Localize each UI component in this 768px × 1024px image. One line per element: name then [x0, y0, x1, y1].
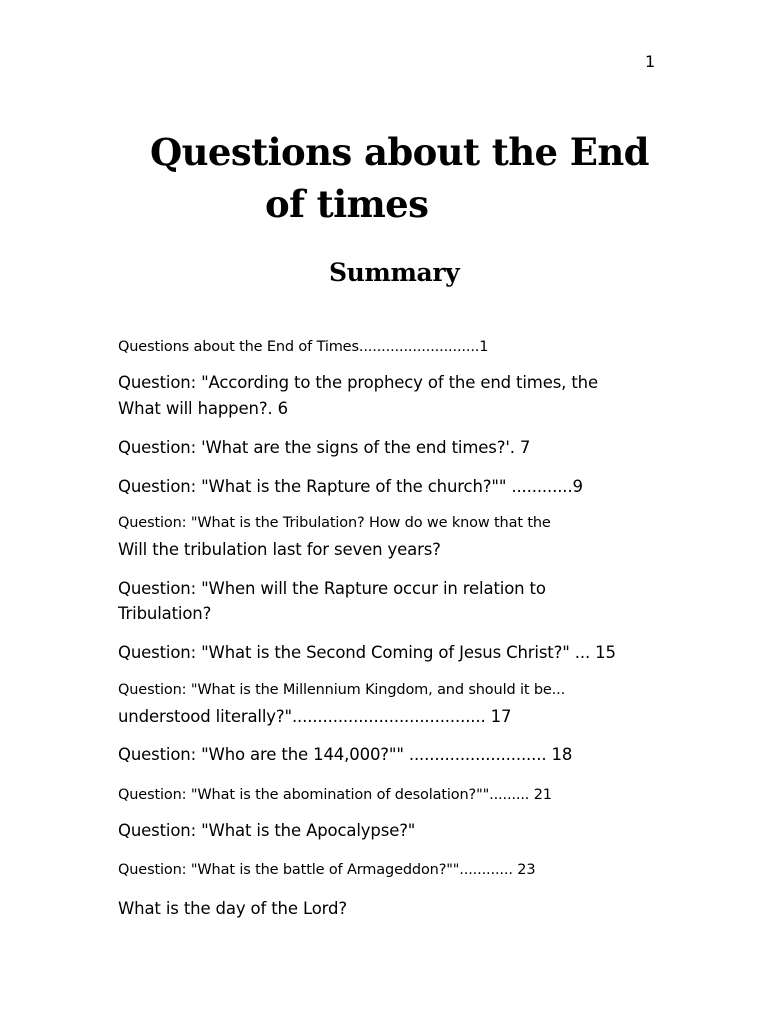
toc-entry-tribulation-line-1: Question: "What is the Tribulation? How do we know that the: [118, 515, 551, 531]
document-title-line-1: Questions about the End: [150, 130, 649, 174]
toc-entry-prophecy-line-1: Question: "According to the prophecy of the end times, the: [118, 373, 598, 392]
toc-entry-millennium-line-1: Question: "What is the Millennium Kingdom, and should it be...: [118, 682, 566, 698]
toc-entry-144000: Question: "Who are the 144,000?"" ........................... 18: [118, 745, 573, 764]
toc-entry-millennium-line-2: understood literally?"...................................... 17: [118, 707, 512, 726]
page-number: 1: [645, 52, 656, 71]
toc-entry-rapture-timing-line-2: Tribulation?: [118, 604, 212, 623]
toc-entry-rapture: Question: "What is the Rapture of the church?"" ............9: [118, 477, 583, 496]
toc-entry-apocalypse: Question: "What is the Apocalypse?": [118, 821, 416, 840]
summary-heading: Summary: [329, 258, 460, 287]
toc-entry-end-of-times: Questions about the End of Times...........................1: [118, 339, 489, 355]
toc-entry-tribulation-line-2: Will the tribulation last for seven years?: [118, 540, 441, 559]
toc-entry-abomination: Question: "What is the abomination of desolation?""......... 21: [118, 787, 552, 803]
toc-entry-rapture-timing-line-1: Question: "When will the Rapture occur in relation to: [118, 579, 546, 598]
toc-entry-second-coming: Question: "What is the Second Coming of Jesus Christ?" ... 15: [118, 643, 616, 662]
toc-entry-signs: Question: 'What are the signs of the end times?'. 7: [118, 438, 531, 457]
document-title-line-2: of times: [265, 182, 429, 226]
toc-entry-armageddon: Question: "What is the battle of Armageddon?""............ 23: [118, 862, 536, 878]
toc-entry-prophecy-line-2: What will happen?. 6: [118, 399, 288, 418]
toc-entry-day-of-the-lord: What is the day of the Lord?: [118, 899, 347, 918]
